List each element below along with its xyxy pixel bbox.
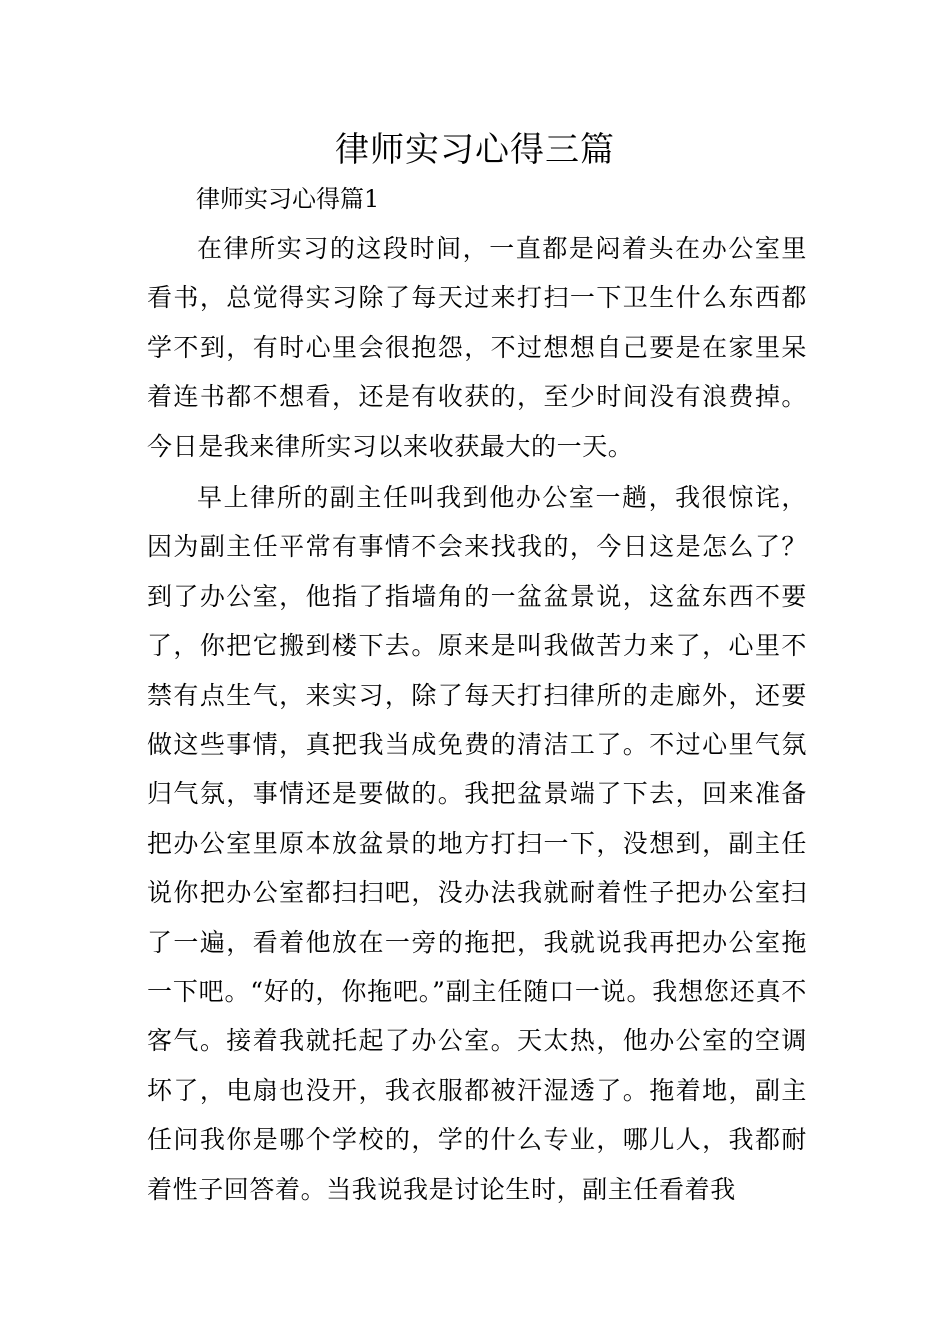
paragraph: 在律所实习的这段时间，一直都是闷着头在办公室里看书，总觉得实习除了每天过来打扫一下卫生什么东西都学不到，有时心里会很抱怨，不过想想自己要是在家里呆着连书都不想看，还是有收获的，至少时间没有浪费掉。今日是我来律所实习以来收获最大的一天。 xyxy=(147,234,807,461)
document-title: 律师实习心得三篇 xyxy=(335,130,615,170)
paragraph: 早上律所的副主任叫我到他办公室一趟，我很惊诧，因为副主任平常有事情不会来找我的，今日这是怎么了？到了办公室，他指了指墙角的一盆盆景说，这盆东西不要了，你把它搬到楼下去。原来是叫我做苦力来了，心里不禁有点生气，来实习，除了每天打扫律所的走廊外，还要做这些事情，真把我当成免费的清洁工了。不过心里气氛归气氛，事情还是要做的。我把盆景端了下去，回来准备把办公室里原本放盆景的地方打扫一下，没想到，副主任说你把办公室都扫扫吧，没办法我就耐着性子把办公室扫了一遍，看着他放在一旁的拖把，我就说我再把办公室拖一下吧。“好的，你拖吧。”副主任随口一说。我想您还真不客气。接着我就托起了办公室。天太热，他办公室的空调坏了，电扇也没开，我衣服都被汗湿透了。拖着地，副主任问我你是哪个学校的，学的什么专业，哪儿人，我都耐着性子回答着。当我说我是讨论生时，副主任看着我 xyxy=(147,483,807,1204)
section-heading: 律师实习心得篇1 xyxy=(196,185,380,213)
